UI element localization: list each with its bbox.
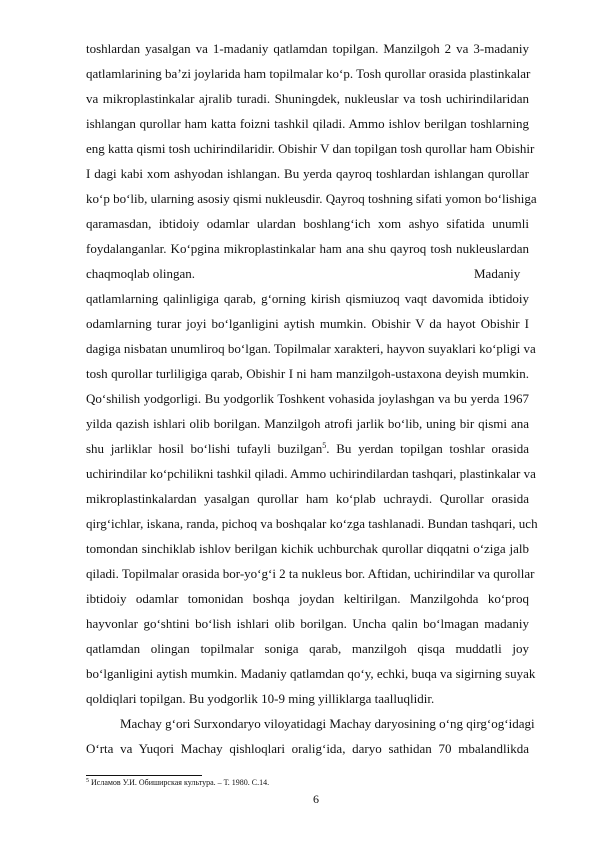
paragraph-line: tosh qurollar turliligiga qarab, Obishir I ni ham manzilgoh-ustaxona deyish mumkin. <box>86 366 529 381</box>
paragraph-line: mikroplastinkalardan yasalgan qurollar ham ko‘plab uchraydi. Qurollar orasida <box>86 491 529 506</box>
paragraph-line: hayvonlar go‘shtini bo‘lish ishlari olib borilgan. Uncha qalin bo‘lmagan madaniy <box>86 616 529 631</box>
paragraph-line: eng katta qismi tosh uchirindilaridir. Obishir V dan topilgan tosh qurollar ham Obishir <box>86 141 535 156</box>
footnote-divider <box>86 775 202 776</box>
paragraph-line: uchirindilar ko‘pchilikni tashkil qiladi. Ammo uchirindilardan tashqari, plastinkalar va <box>86 466 536 481</box>
paragraph-line: qoldiqlari topilgan. Bu yodgorlik 10-9 ming yilliklarga taalluqlidir. <box>86 691 435 706</box>
footnote-reference: 5 <box>322 441 327 450</box>
paragraph-line: ko‘p bo‘lib, ularning asosiy qismi nukleusdir. Qayroq toshning sifati yomon bo‘lishiga <box>86 191 537 206</box>
paragraph-line: toshlardan yasalgan va 1-madaniy qatlamdan topilgan. Manzilgoh 2 va 3-madaniy <box>86 41 529 56</box>
page-number: 6 <box>313 792 319 806</box>
paragraph-line: qiladi. Topilmalar orasida bor-yo‘g‘i 2 ta nukleus bor. Aftidan, uchirindilar va qurollar <box>86 566 535 581</box>
footnote <box>86 778 269 788</box>
paragraph-line: foydalanganlar. Ko‘pgina mikroplastinkalar ham ana shu qayroq tosh nukleuslardan <box>86 241 529 256</box>
paragraph-line-with-footnote <box>86 441 529 456</box>
paragraph-line: chaqmoqlab olingan. <box>86 266 196 281</box>
paragraph-line: Machay g‘ori Surxondaryo viloyatidagi Machay daryosining o‘ng qirg‘og‘idagi <box>120 716 535 731</box>
footnote-number: 5 <box>86 778 89 784</box>
paragraph-line: qatlamlarning qalinligiga qarab, g‘orning kirish qismiuzoq vaqt davomida ibtidoiy <box>86 291 529 306</box>
paragraph-line: qaramasdan, ibtidoiy odamlar ulardan boshlang‘ich xom ashyo sifatida unumli <box>86 216 529 231</box>
line-text: shu jarliklar hosil bo‘lishi tufayli buzilgan <box>86 441 323 456</box>
paragraph-line: I dagi kabi xom ashyodan ishlangan. Bu yerda qayroq toshlardan ishlangan qurollar <box>86 166 529 181</box>
paragraph-line: va mikroplastinkalar ajralib turadi. Shuningdek, nukleuslar va tosh uchirindilaridan <box>86 91 529 106</box>
paragraph-line: bo‘lganligini aytish mumkin. Madaniy qatlamdan qo‘y, echki, buqa va sigirning suyak <box>86 666 536 681</box>
footnote-text: Исламов У.И. Обиширская культура. – Т. 1980. С.14. <box>91 778 270 787</box>
paragraph-line: dagiga nisbatan unumliroq bo‘lgan. Topilmalar xarakteri, hayvon suyaklari ko‘pligi va <box>86 341 536 356</box>
paragraph-line: ibtidoiy odamlar tomonidan boshqa joydan keltirilgan. Manzilgohda ko‘proq <box>86 591 529 606</box>
paragraph-line: yilda qazish ishlari olib borilgan. Manzilgoh atrofi jarlik bo‘lib, uning bir qismi ana <box>86 416 529 431</box>
trailing-word: Madaniy <box>474 266 521 281</box>
paragraph-line: odamlarning turar joyi bo‘lganligini aytish mumkin. Obishir V da hayot Obishir I <box>86 316 529 331</box>
paragraph-line: qirg‘ichlar, iskana, randa, pichoq va boshqalar ko‘zga tashlanadi. Bundan tashqari, uch <box>86 516 538 531</box>
paragraph-line: tomondan sinchiklab ishlov berilgan kichik uchburchak qurollar diqqatni o‘ziga jalb <box>86 541 529 556</box>
paragraph-line: O‘rta va Yuqori Machay qishloqlari oralig‘ida, daryo sathidan 70 mbalandlikda <box>86 741 529 756</box>
paragraph-line: Qo‘shilish yodgorligi. Bu yodgorlik Toshkent vohasida joylashgan va bu yerda 1967 <box>86 391 529 406</box>
line-text: . Bu yerdan topilgan toshlar orasida <box>326 441 529 456</box>
paragraph-line: qatlamlarining ba’zi joylarida ham topilmalar ko‘p. Tosh qurollar orasida plastinkalar <box>86 66 531 81</box>
paragraph-line: ishlangan qurollar ham katta foizni tashkil qiladi. Ammo ishlov berilgan toshlarning <box>86 116 529 131</box>
paragraph-line: qatlamdan olingan topilmalar soniga qarab, manzilgoh qisqa muddatli joy <box>86 641 529 656</box>
